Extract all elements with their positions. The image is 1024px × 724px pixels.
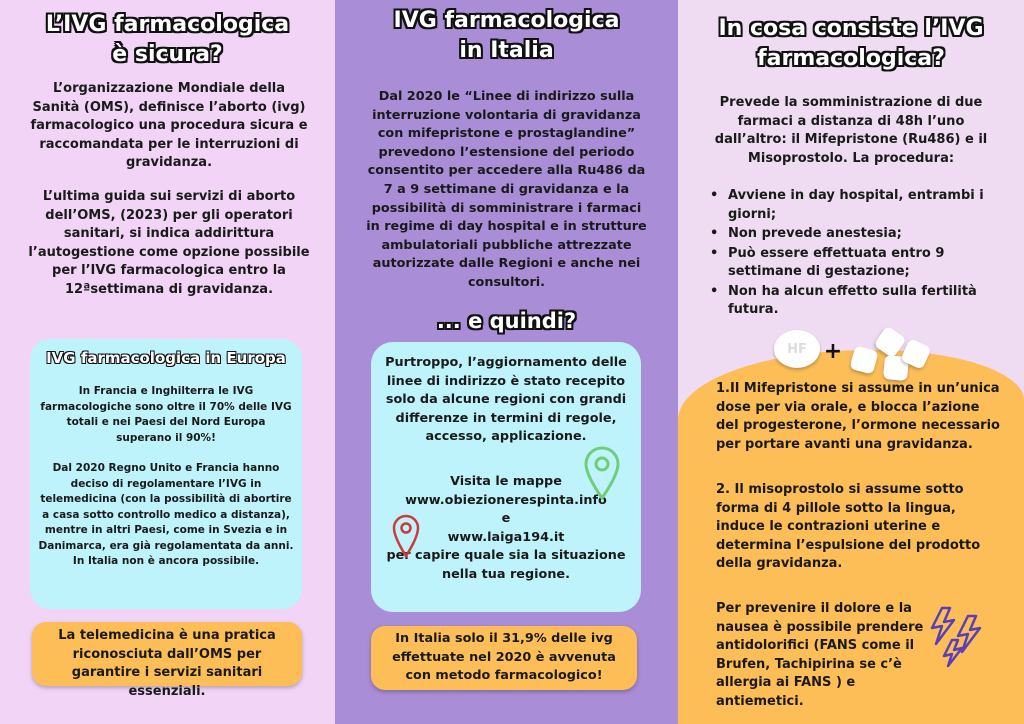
pain-prevention-text: Per prevenire il dolore e la nausea è possibile prendere antidolorifici (FANS come il Brufen, Tachipirina se c’è allergia ai FANS ) e antiemetici. (716, 601, 924, 709)
regions-card-closing: per capire quale sia la situazione nella tua regione. (386, 548, 626, 582)
europe-card-paragraph-1: In Francia e Inghilterra le IVG farmacologiche sono oltre il 70% delle IVG totali e nei Paesi del Nord Europa superano il 90%! (40, 385, 292, 444)
panel2-subtitle: ... e quindi? (436, 309, 577, 333)
step-misoprostolo: 2. Il misoprostolo si assume sotto forma di 4 pillole sotto la lingua, induce le contrazioni uterine e determina l’espulsione del prodotto della gravidanza. (716, 482, 981, 571)
panel2-title: IVG farmacologica in Italia (393, 8, 620, 63)
list-item: • Può essere effettuata entro 9 settimane di gestazione; (708, 245, 998, 282)
telemedicine-callout (32, 622, 302, 699)
europe-card-title: IVG farmacologica in Europa (46, 349, 286, 367)
list-item: • Avviene in day hospital, entrambi i giorni; (708, 187, 998, 224)
telemedicine-text: La telemedicina è una pratica riconosciuta dall’OMS per garantire i servizi sanitari essenziali. (58, 628, 276, 699)
panel1-paragraph-guida: L’ultima guida sui servizi di aborto dell’OMS, (2023) per gli operatori sanitari, si indica addirittura l’autogestione come opzione possibile per l’IVG farmacologica entro la 12ªsettimana di gravidanza. (28, 189, 310, 297)
link-laiga194[interactable]: www.laiga194.it (447, 529, 565, 545)
step-mifepristone: 1.Il Mifepristone si assume in un’unica dose per via orale, e blocca l’azione del progesterone, l’ormone necessario per portare avanti una gravidanza. (716, 381, 1000, 452)
list-item: • Non prevede anestesia; (708, 225, 998, 244)
map-pin-icon (391, 514, 421, 558)
map-pin-icon (583, 446, 621, 500)
panel1-paragraph-oms: L’organizzazione Mondiale della Sanità (OMS), definisce l’aborto (ivg) farmacologico una procedura sicura e raccomandata per le interruzioni di gravidanza. (30, 81, 308, 170)
lightning-icon (928, 606, 990, 668)
list-item: • Non ha alcun effetto sulla fertilità futura. (708, 283, 998, 320)
panel2-paragraph-linee: Dal 2020 le “Linee di indirizzo sulla interruzione volontaria di gravidanza con mifepristone e prostaglandine” prevedono l’estensione del periodo consentito per accedere alla Ru486 da 7 a 9 settimane di gravidanza e la possibilità di somministrare i farmaci in regime di day hospital e in strutture ambulatoriali pubbliche attrezzate autorizzate dalle Regioni e anche nei consultori. (366, 89, 647, 290)
regions-card (371, 342, 641, 612)
europe-card-paragraph-2: Dal 2020 Regno Unito e Francia hanno deciso di regolamentare l’IVG in telemedicina (con la possibilità di abortire a casa sotto controllo medico a distanza), mentre in altri Paesi, come in Svezia e in Danimarca, era già regolamentata da anni. In Italia non è ancora possibile. (38, 462, 294, 567)
plus-icon: + (823, 339, 843, 364)
procedure-list (708, 187, 998, 321)
statistic-callout (371, 626, 637, 690)
panel3-title: In cosa consiste l’IVG farmacologica? (718, 16, 984, 71)
panel-ivg-sicura (0, 0, 335, 724)
regions-card-paragraph: Purtroppo, l’aggiornamento delle linee di indirizzo è stato recepito solo da alcune regioni con grandi differenze in termini di regole, accesso, applicazione. (385, 355, 627, 445)
panel3-intro: Prevede la somministrazione di due farmaci a distanza di 48h l’uno dall’altro: il Mifepristone (Ru486) e il Misoprostolo. La procedura: (714, 95, 988, 166)
panel-consiste (678, 0, 1024, 724)
pill-icon: HF (774, 330, 820, 368)
panel1-title: L’IVG farmacologica è sicura? (45, 12, 290, 67)
europe-card (30, 339, 302, 609)
panel-ivg-italia (335, 0, 678, 724)
visit-maps-text: Visita le mappe (450, 473, 562, 489)
and-text: e (501, 511, 511, 527)
statistic-text: In Italia solo il 31,9% delle ivg effettuate nel 2020 è avvenuta con metodo farmacologico! (392, 631, 616, 683)
link-obiezionerespinta[interactable]: www.obiezionerespinta.info (405, 492, 607, 508)
